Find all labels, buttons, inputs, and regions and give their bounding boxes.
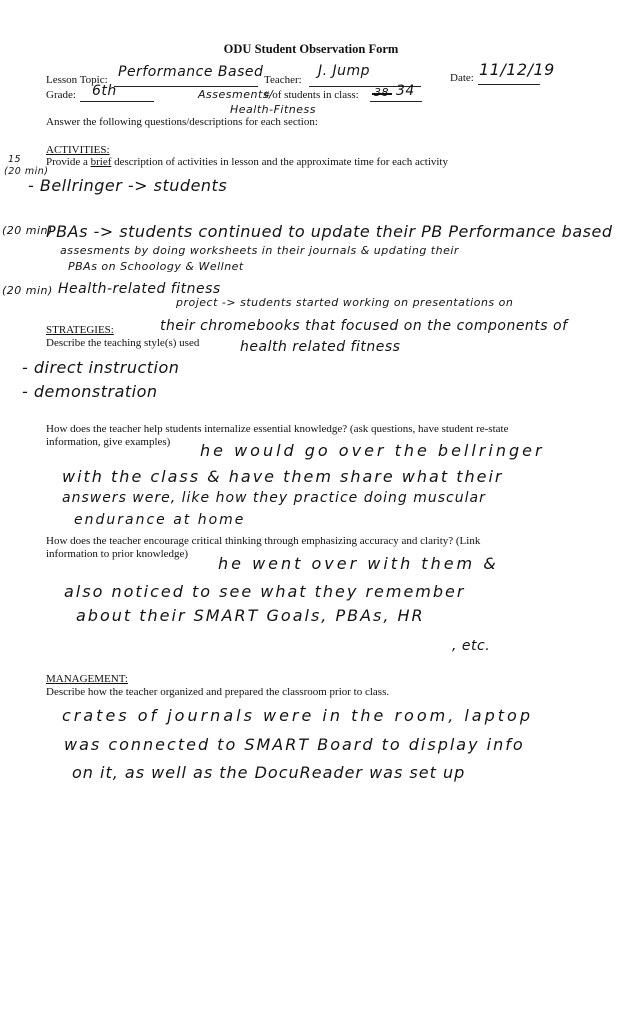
lesson-topic-value: Performance Based — [118, 64, 264, 80]
activity-3-line-3: their chromebooks that focused on the components of — [160, 318, 568, 334]
activity-3-line-1: Health-related fitness — [58, 281, 221, 297]
strategies-heading: STRATEGIES: — [46, 324, 114, 336]
strategy-item-2: - demonstration — [22, 382, 158, 401]
activity-2-time: (20 min) — [2, 224, 53, 237]
management-answer-line-2: was connected to SMART Board to display info — [64, 735, 525, 754]
grade-line — [80, 101, 154, 102]
teacher-label: Teacher: — [264, 74, 302, 86]
critical-answer-line-3: about their SMART Goals, PBAs, HR — [76, 606, 425, 625]
internalize-answer-line-4: endurance at home — [74, 512, 246, 528]
date-value: 11/12/19 — [479, 60, 555, 79]
activity-1-time-a: 15 — [8, 154, 22, 165]
internalize-answer-line-2: with the class & have them share what their — [62, 467, 504, 486]
critical-answer-line-1: he went over with them & — [218, 554, 499, 573]
internalize-answer-line-1: he would go over the bellringer — [200, 441, 545, 460]
management-heading: MANAGEMENT: — [46, 673, 128, 685]
management-prompt: Describe how the teacher organized and prepared the classroom prior to class. — [46, 686, 390, 698]
date-label: Date: — [450, 72, 474, 84]
management-answer-line-1: crates of journals were in the room, laptop — [62, 706, 533, 725]
students-line — [370, 101, 422, 102]
lesson-topic-line — [114, 86, 258, 87]
activity-1-time-b: (20 min) — [4, 166, 49, 177]
activities-prompt: Provide a brief description of activities in lesson and the approximate time for each activity — [46, 156, 448, 168]
lesson-topic-label: Lesson Topic: — [46, 74, 108, 86]
critical-prompt-line-2: information to prior knowledge) — [46, 548, 189, 560]
activities-heading: ACTIVITIES: — [46, 144, 110, 156]
lesson-topic-value-3: Health-Fitness — [230, 103, 316, 116]
instructions: Answer the following questions/descriptions for each section: — [46, 116, 318, 128]
activity-2-line-2: assesments by doing worksheets in their journals & updating their — [60, 244, 459, 257]
internalize-answer-line-3: answers were, like how they practice doing muscular — [62, 490, 486, 506]
internalize-prompt-line-1: How does the teacher help students internalize essential knowledge? (ask questions, have student re-state — [46, 423, 509, 435]
students-strikethrough — [372, 93, 392, 95]
critical-answer-line-4: , etc. — [452, 638, 491, 654]
activity-2-line-1: PBAs -> students continued to update their PB Performance based — [46, 222, 613, 241]
activity-3-time: (20 min) — [2, 284, 53, 297]
strategy-item-1: - direct instruction — [22, 358, 180, 377]
students-label: # of students in class: — [264, 89, 359, 101]
critical-prompt-line-1: How does the teacher encourage critical thinking through emphasizing accuracy and clarity? (Link — [46, 535, 481, 547]
students-value: 34 — [396, 83, 415, 99]
activity-3-line-4: health related fitness — [240, 339, 401, 355]
grade-value: 6th — [92, 83, 117, 99]
activity-3-line-2: project -> students started working on presentations on — [176, 296, 514, 309]
lesson-topic-value-2: Assesments/ — [198, 88, 274, 101]
activity-2-line-3: PBAs on Schoology & Wellnet — [68, 260, 244, 273]
internalize-prompt-line-2: information, give examples) — [46, 436, 171, 448]
grade-label: Grade: — [46, 89, 76, 101]
critical-answer-line-2: also noticed to see what they remember — [64, 582, 466, 601]
date-line — [478, 84, 540, 85]
management-answer-line-3: on it, as well as the DocuReader was set up — [72, 763, 466, 782]
form-title: ODU Student Observation Form — [223, 42, 399, 56]
teacher-value: J. Jump — [318, 63, 371, 79]
activity-1-entry: - Bellringer -> students — [28, 176, 228, 195]
strategies-prompt: Describe the teaching style(s) used — [46, 337, 200, 349]
